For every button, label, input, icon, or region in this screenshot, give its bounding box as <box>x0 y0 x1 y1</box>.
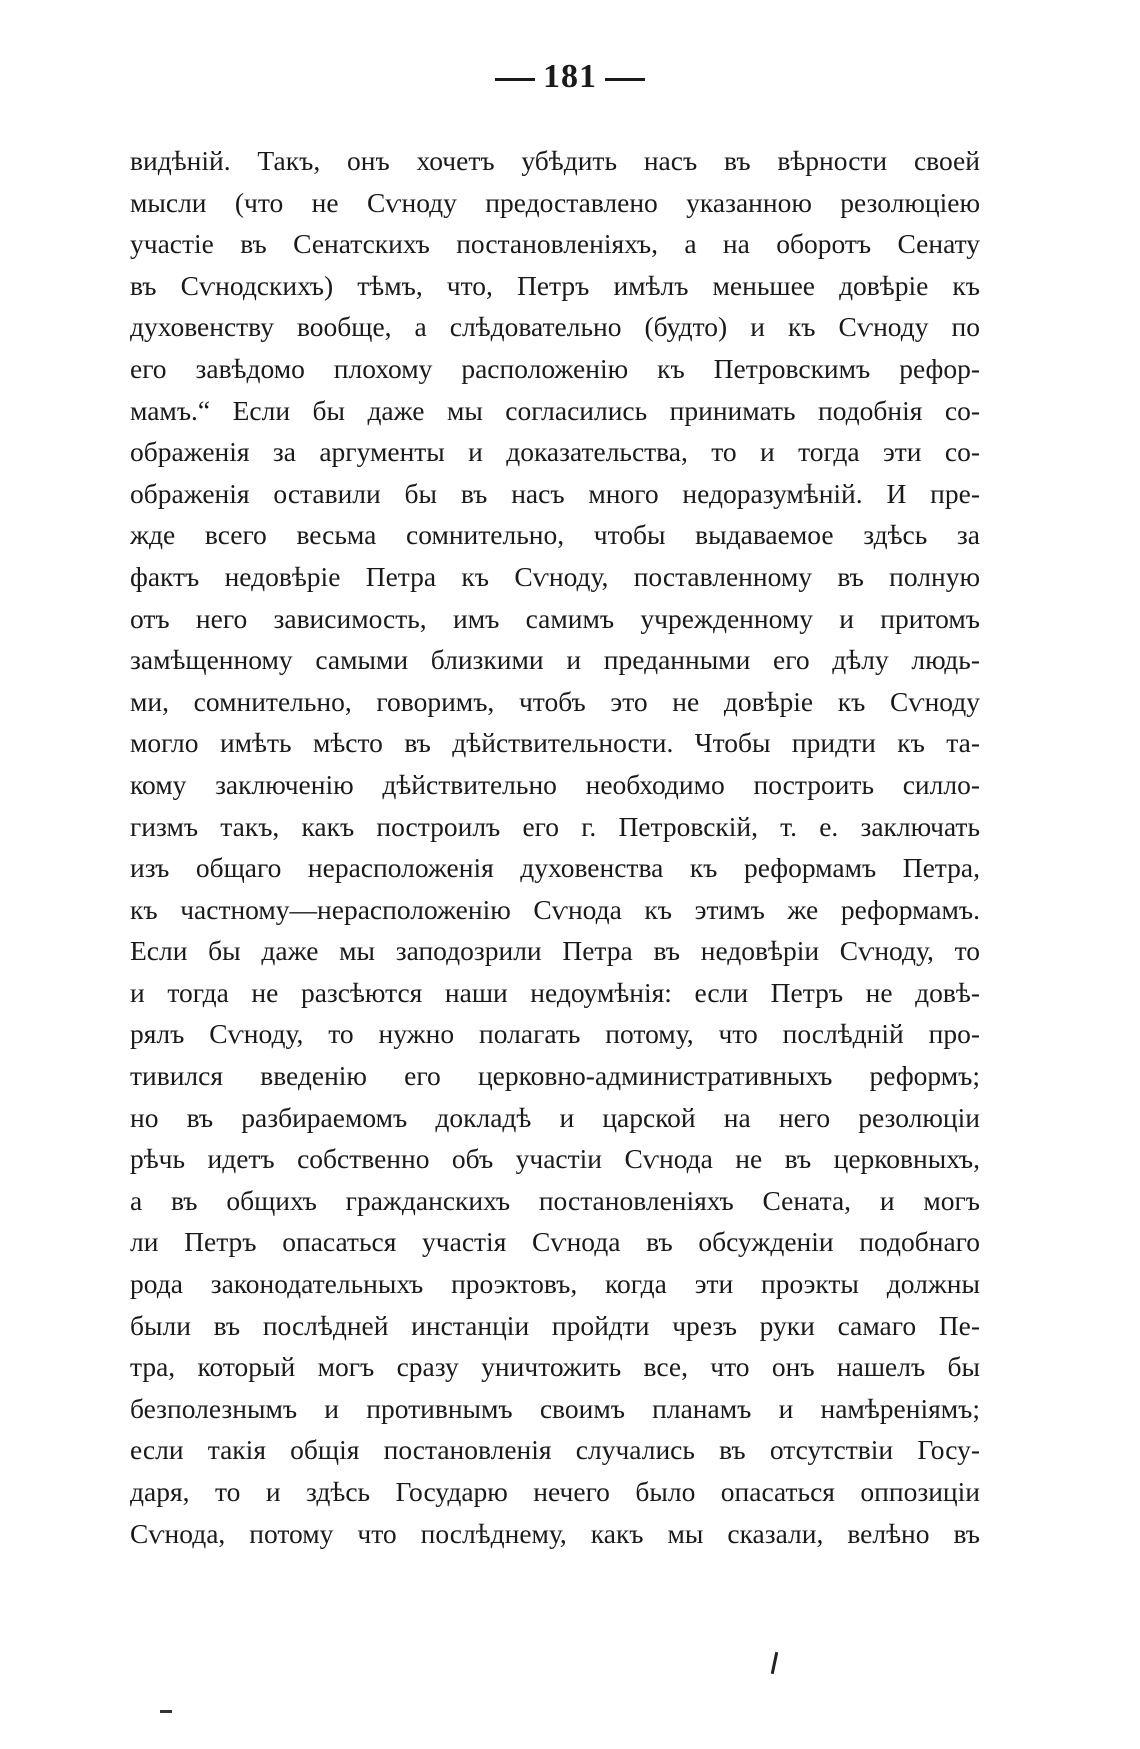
text-line: а въ общихъ гражданскихъ постановленіяхъ Сената, и могъ <box>130 1184 980 1216</box>
text-line: даря, то и здѣсь Государю нечего было опасаться оппозиціи <box>130 1476 980 1507</box>
text-line: ли Петръ опасаться участія Сѵнода въ обсужденіи подобнаго <box>130 1226 980 1258</box>
text-line: были въ послѣдней инстанціи пройдти чрезъ руки самаго Пе- <box>130 1309 980 1341</box>
text-line: безполезнымъ и противнымъ своимъ планамъ и намѣреніямъ; <box>130 1392 980 1424</box>
text-line: мамъ.“ Если бы даже мы согласились принимать подобнія со- <box>130 394 980 426</box>
page-number-header <box>0 58 1140 96</box>
right-dash <box>605 78 645 81</box>
text-line: жде всего весьма сомнительно, чтобы выдаваемое здѣсь за <box>130 519 980 551</box>
text-line: ображенія оставили бы въ насъ много недоразумѣній. И пре- <box>130 477 980 509</box>
body-text <box>130 140 980 1554</box>
text-line: и тогда не разсѣются наши недоумѣнія: если Петръ не довѣ- <box>130 976 980 1008</box>
text-line: Если бы даже мы заподозрили Петра въ недовѣріи Сѵноду, то <box>130 935 980 967</box>
text-line: участіе въ Сенатскихъ постановленіяхъ, а на оборотъ Сенату <box>130 228 980 260</box>
text-line: тра, который могъ сразу уничтожить все, что онъ нашелъ бы <box>130 1351 980 1383</box>
text-line: къ частному—нерасположенію Сѵнода къ этимъ же реформамъ. <box>130 893 980 925</box>
stray-ink-mark <box>771 1652 779 1674</box>
text-line: въ Сѵнодскихъ) тѣмъ, что, Петръ имѣлъ меньшее довѣріе къ <box>130 269 980 301</box>
text-line: отъ него зависимость, имъ самимъ учрежденному и притомъ <box>130 602 980 634</box>
text-line: если такія общія постановленія случались въ отсутствіи Госу- <box>130 1434 980 1466</box>
text-line: гизмъ такъ, какъ построилъ его г. Петровскій, т. е. заключать <box>130 810 980 842</box>
text-line: фактъ недовѣріе Петра къ Сѵноду, поставленному въ полную <box>130 560 980 592</box>
text-line: изъ общаго нерасположенія духовенства къ реформамъ Петра, <box>130 852 980 884</box>
text-line: рода законодательныхъ проэктовъ, когда эти проэкты должны <box>130 1268 980 1300</box>
text-line: видѣній. Такъ, онъ хочетъ убѣдить насъ въ вѣрности своей <box>130 145 980 176</box>
text-line: но въ разбираемомъ докладѣ и царской на него резолюціи <box>130 1101 980 1133</box>
page-number: 181 <box>543 58 597 95</box>
text-line: Сѵнода, потому что послѣднему, какъ мы сказали, велѣно въ <box>130 1517 980 1549</box>
text-line: рялъ Сѵноду, то нужно полагать потому, что послѣдній про- <box>130 1018 980 1050</box>
text-line: ми, сомнительно, говоримъ, чтобъ это не довѣріе къ Сѵноду <box>130 685 980 717</box>
text-line: духовенству вообще, а слѣдовательно (будто) и къ Сѵноду по <box>130 311 980 343</box>
text-line: тивился введенію его церковно-административныхъ реформъ; <box>130 1060 980 1092</box>
left-dash <box>495 78 535 81</box>
text-line: ображенія за аргументы и доказательства, то и тогда эти со- <box>130 436 980 468</box>
text-line: могло имѣть мѣсто въ дѣйствительности. Чтобы придти къ та- <box>130 727 980 759</box>
text-line: замѣщенному самыми близкими и преданными его дѣлу людь- <box>130 644 980 676</box>
text-line: кому заключенію дѣйствительно необходимо построить силло- <box>130 768 980 800</box>
stray-ink-dash <box>160 1710 172 1713</box>
text-line: его завѣдомо плохому расположенію къ Петровскимъ рефор- <box>130 352 980 384</box>
text-line: рѣчь идетъ собственно объ участіи Сѵнода не въ церковныхъ, <box>130 1143 980 1175</box>
text-line: мысли (что не Сѵноду предоставлено указанною резолюціею <box>130 186 980 218</box>
